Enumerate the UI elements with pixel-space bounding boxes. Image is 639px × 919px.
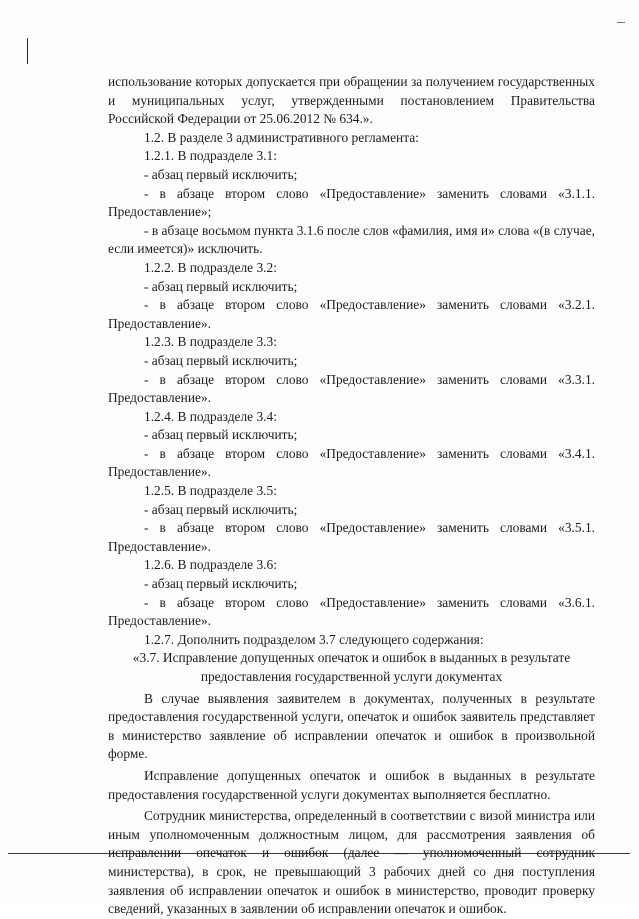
paragraph-intro: использование которых допускается при обращении за получением государственных и муниципальных услуг, утвержденными постановлением Правительства Российской Федерации от 25.06.2012 № 634.». (108, 74, 595, 127)
paragraph-1-2: 1.2. В разделе 3 административного регламента: (144, 129, 419, 145)
paragraph-1-2-2-b: - в абзаце втором слово «Предоставление» заменить словами «3.2.1. Предоставление». (108, 297, 595, 331)
paragraph-1-2-7: 1.2.7. Дополнить подразделом 3.7 следующего содержания: (144, 631, 484, 647)
paragraph-1-2-4-b: - в абзаце втором слово «Предоставление» заменить словами «3.4.1. Предоставление». (108, 445, 595, 480)
document-body (108, 73, 595, 919)
paragraph-1-2-3-b: - в абзаце втором слово «Предоставление» заменить словами «3.3.1. Предоставление». (108, 371, 595, 406)
section-heading-line1: «3.7. Исправление допущенных опечаток и ошибок в выданных в результате (132, 650, 571, 666)
body-paragraph-3: Сотрудник министерства, определенный в соответствии с визой министра или иным уполномоченным должностным лицом, для рассмотрения заявления об исправлении опечаток и ошибок (далее — уполномоченный сотрудник министерства), в срок, не превышающий 3 рабочих дней со дня поступления заявления об исправлении опечаток и ошибок в министерство, проводит проверку сведений, указанных в заявлении об исправлении опечаток и ошибок. (108, 808, 595, 917)
paragraph-1-2-4-a: - абзац первый исключить; (144, 427, 298, 443)
paragraph-1-2-6: 1.2.6. В подразделе 3.6: (144, 557, 277, 573)
paragraph-1-2-5-a: - абзац первый исключить; (144, 501, 298, 517)
paragraph-1-2-5-b: - в абзаце втором слово «Предоставление» заменить словами «3.5.1. Предоставление». (108, 520, 595, 554)
paragraph-1-2-4: 1.2.4. В подразделе 3.4: (144, 408, 277, 424)
paragraph-1-2-1-b: - в абзаце втором слово «Предоставление» заменить словами «3.1.1. Предоставление»; (108, 185, 595, 220)
paragraph-1-2-2-a: - абзац первый исключить; (144, 278, 298, 294)
paragraph-1-2-1: 1.2.1. В подразделе 3.1: (144, 148, 277, 164)
paragraph-1-2-6-b: - в абзаце втором слово «Предоставление» заменить словами «3.6.1. Предоставление». (108, 594, 595, 629)
paragraph-1-2-2: 1.2.2. В подразделе 3.2: (144, 259, 277, 275)
paragraph-1-2-3-a: - абзац первый исключить; (144, 352, 298, 368)
section-heading-line2: предоставления государственной услуги документах (200, 669, 503, 684)
paragraph-1-2-1-c: - в абзаце восьмом пункта 3.1.6 после слов «фамилия, имя и» слова «(в случае, если имеется)» исключить. (108, 222, 595, 257)
scan-mark-right (617, 22, 625, 23)
scan-mark-left (27, 38, 28, 64)
paragraph-1-2-5: 1.2.5. В подразделе 3.5: (144, 483, 277, 499)
body-paragraph-2: Исправление допущенных опечаток и ошибок в выданных в результате предоставления государственной услуги документах выполняется бесплатно. (108, 767, 595, 802)
paragraph-1-2-3: 1.2.3. В подразделе 3.3: (144, 334, 277, 350)
paragraph-1-2-6-a: - абзац первый исключить; (144, 576, 298, 592)
paragraph-1-2-1-a: - абзац первый исключить; (144, 166, 298, 182)
body-paragraph-1: В случае выявления заявителем в документах, полученных в результате предоставления государственной услуги, опечаток и ошибок заявитель представляет в министерство заявление об исправлении опечаток и ошибок в произвольной форме. (108, 690, 595, 762)
